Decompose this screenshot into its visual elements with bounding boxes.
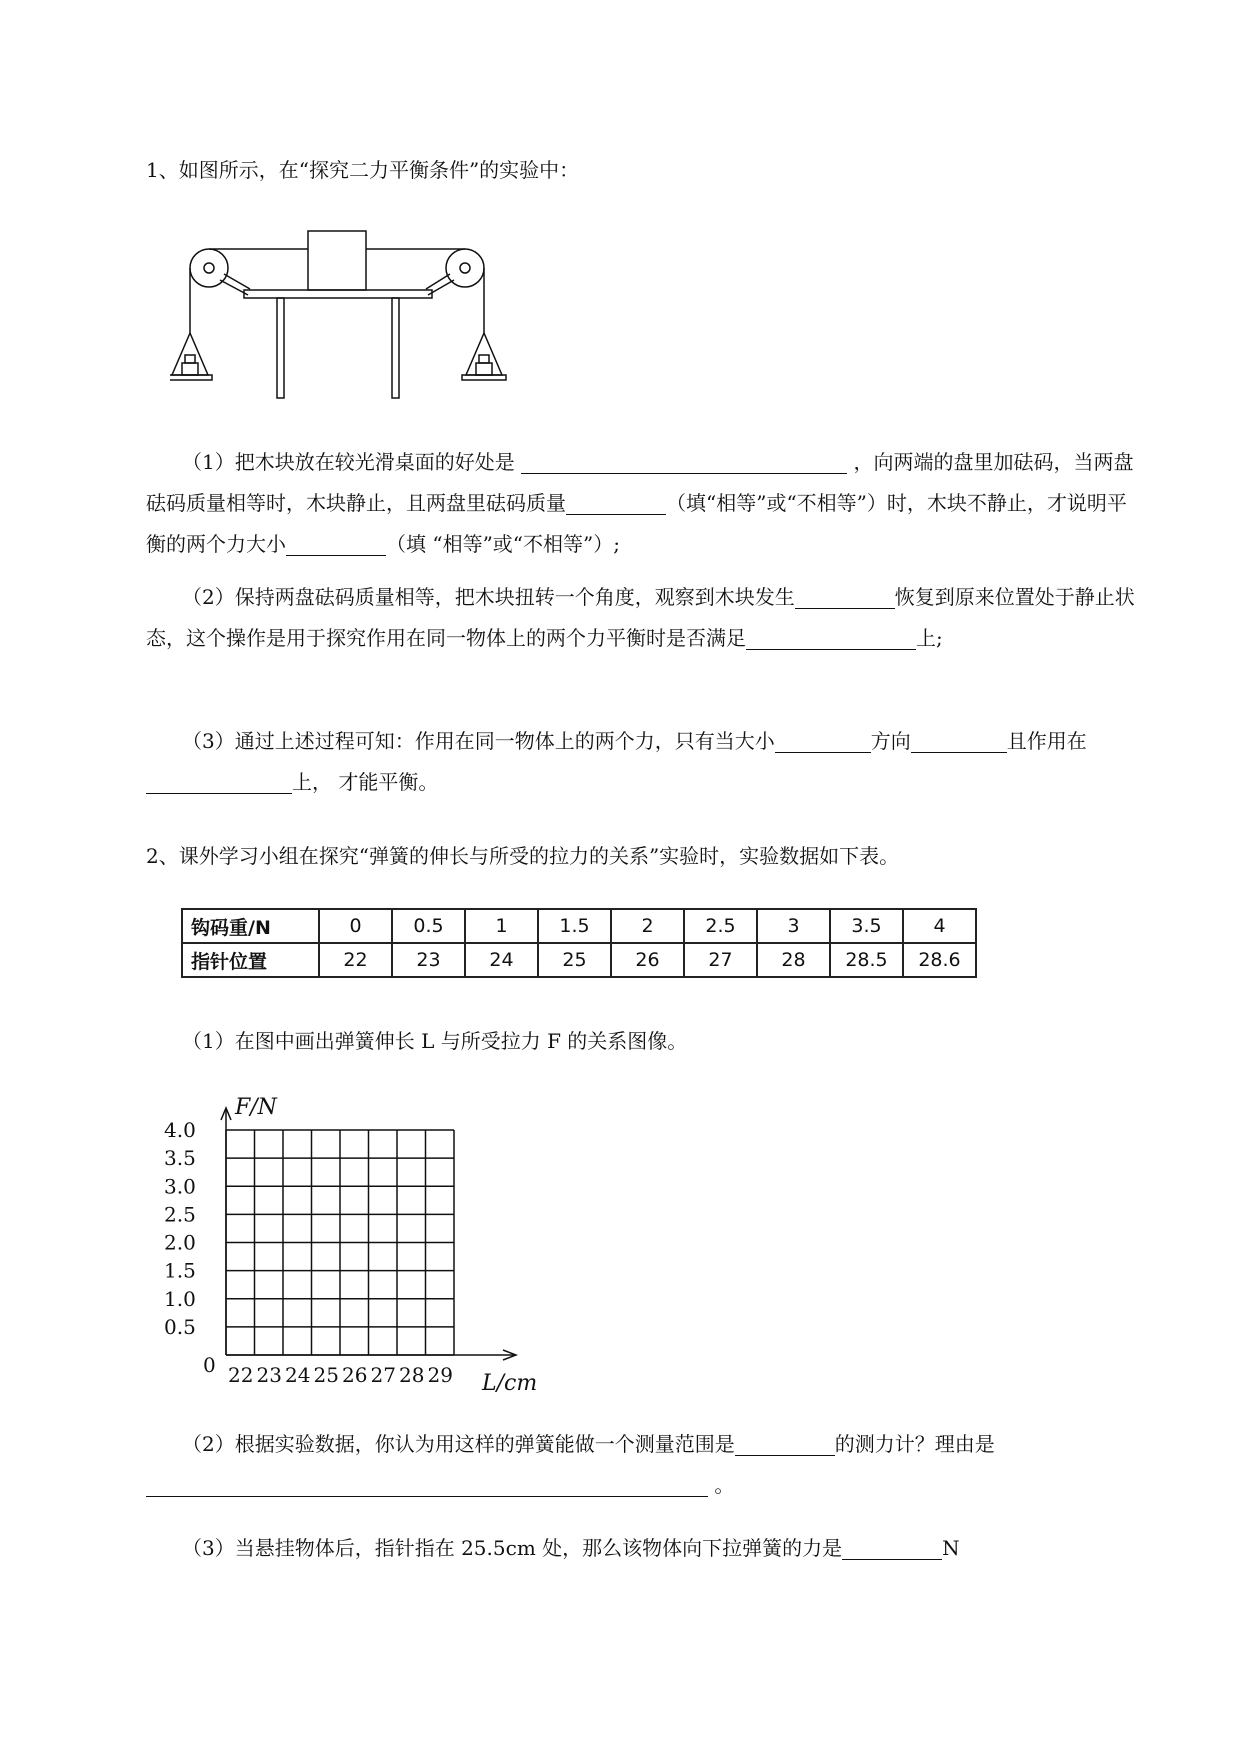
q2-part2-text-c: 。 [708,1473,735,1497]
y-tick-label: 2.0 [164,1230,196,1255]
y-tick-label: 1.5 [164,1258,196,1283]
origin-label: 0 [203,1353,216,1377]
table-cell: 1.5 [538,909,611,943]
q1-part3-text-a: （3）通过上述过程可知：作用在同一物体上的两个力，只有当大小 [182,729,775,753]
table-cell: 28.6 [903,943,976,977]
q1-part2-text-a: （2）保持两盘砝码质量相等，把木块扭转一个角度，观察到木块发生 [182,585,795,609]
q1-part1 [146,442,1141,565]
q1-part3-text-d: 上， 才能平衡。 [292,770,439,794]
table-cell: 26 [611,943,684,977]
x-tick-label: 23 [256,1363,282,1387]
y-tick-label: 3.0 [164,1174,196,1199]
table-cell: 0.5 [392,909,465,943]
x-tick-label: 26 [342,1363,368,1387]
x-tick-label: 22 [228,1363,254,1387]
x-tick-label: 24 [285,1363,311,1387]
table-cell: 23 [392,943,465,977]
apparatus-figure [170,225,510,405]
table-row-pointer [182,943,976,977]
q2-part3-blank-1[interactable] [842,1533,942,1560]
q2-part3-text-a: （3）当悬挂物体后，指针指在 25.5cm 处，那么该物体向下拉弹簧的力是 [182,1536,843,1560]
table-cell: 27 [684,943,757,977]
y-tick-label: 3.5 [164,1146,196,1171]
table-row-weight [182,909,976,943]
blank-graph[interactable] [160,1090,550,1400]
q1-part1-text-d: （填 “相等”或“不相等”）; [386,532,620,556]
table-cell: 22 [319,943,392,977]
q1-part2-text-c: 上; [916,626,943,650]
q1-part3-blank-3[interactable] [146,767,292,794]
q1-part1-blank-2[interactable] [566,488,666,515]
table-cell: 2.5 [684,909,757,943]
table-cell: 28 [757,943,830,977]
table-cell: 24 [465,943,538,977]
table-cell: 1 [465,909,538,943]
table-cell: 0 [319,909,392,943]
q1-part3-blank-2[interactable] [911,726,1007,753]
y-tick-label: 2.5 [164,1202,196,1227]
q1-part3-text-c: 且作用在 [1006,729,1087,753]
q2-part1: （1）在图中画出弹簧伸长 L 与所受拉力 F 的关系图像。 [182,1029,688,1053]
q1-part3-text-b: 方向 [870,729,911,753]
table-header-pointer: 指针位置 [182,943,319,977]
data-table [181,908,977,978]
q1-part2-blank-2[interactable] [746,623,916,650]
table-header-weight: 钩码重/N [182,909,319,943]
q2-part2-text-a: （2）根据实验数据，你认为用这样的弹簧能做一个测量范围是 [182,1432,735,1456]
q1-title: 1、如图所示，在“探究二力平衡条件”的实验中： [146,158,580,182]
table-cell: 3 [757,909,830,943]
table-cell: 2 [611,909,684,943]
q1-part3 [146,721,1141,803]
q2-title: 2、课外学习小组在探究“弹簧的伸长与所受的拉力的关系”实验时，实验数据如下表。 [146,844,900,868]
x-tick-label: 27 [370,1363,396,1387]
q1-part1-text-b: ，向两端的盘里加砝码，当两盘砝码质量相等时，木块静止，且两盘里砝码质量 [146,450,1134,515]
q2-part2-text-b: 的测力计？理由是 [834,1432,995,1456]
q1-part1-text-c: （填“相等”或“不相等”）时，木块不静止，才说明平衡的两个力大小 [146,491,1127,556]
y-tick-label: 1.0 [164,1286,196,1311]
q1-part2-text-b: 恢复到原来位置处于静止状态，这个操作是用于探究作用在同一物体上的两个力平衡时是否满足 [146,585,1135,650]
q1-part2-blank-1[interactable] [795,582,895,609]
table-cell: 3.5 [830,909,903,943]
y-tick-label: 4.0 [164,1118,196,1142]
x-tick-label: 29 [427,1363,453,1387]
q1-part3-blank-1[interactable] [775,726,871,753]
table-cell: 25 [538,943,611,977]
x-axis-label: L/cm [482,1371,538,1396]
q1-part2 [146,577,1141,659]
q1-part1-blank-1[interactable] [521,447,847,474]
table-cell: 4 [903,909,976,943]
q2-part3 [146,1528,1141,1569]
x-tick-label: 28 [399,1363,425,1387]
y-axis-label: F/N [235,1095,277,1120]
x-tick-label: 25 [313,1363,339,1387]
table-cell: 28.5 [830,943,903,977]
q2-part2 [146,1424,1141,1506]
q2-part2-blank-2[interactable] [146,1470,708,1497]
q2-part3-text-b: N [942,1536,960,1560]
q1-part1-blank-3[interactable] [286,529,386,556]
y-tick-label: 0.5 [164,1314,196,1339]
q1-part1-text-a: （1）把木块放在较光滑桌面的好处是 [182,450,515,474]
q2-part2-blank-1[interactable] [735,1429,835,1456]
